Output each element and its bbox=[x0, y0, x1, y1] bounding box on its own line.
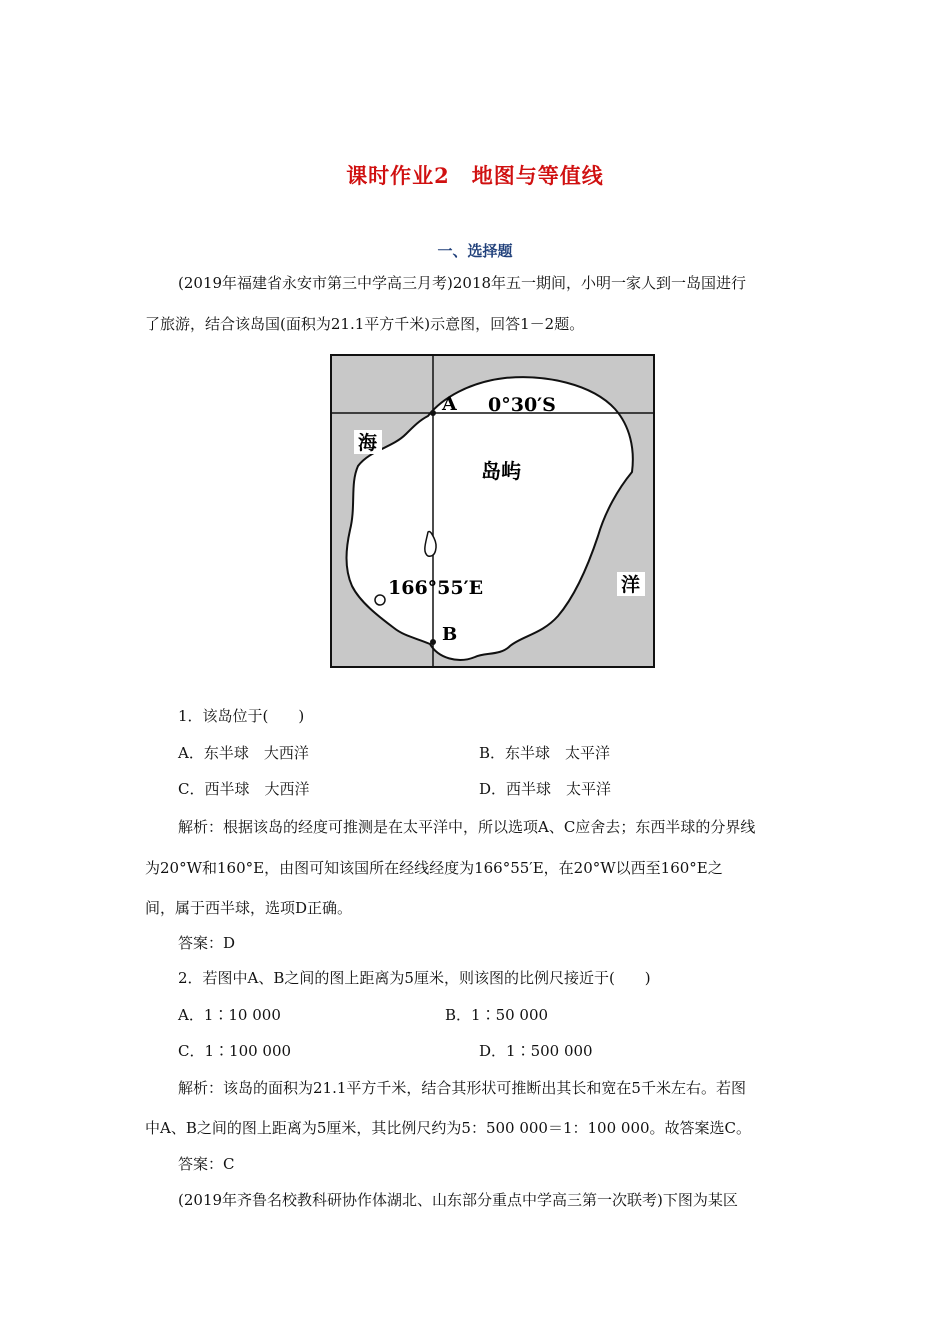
q2-answer: 答案：C bbox=[178, 1155, 235, 1173]
q1-stem: 1．该岛位于( ) bbox=[178, 707, 305, 725]
sea-label: 海 bbox=[358, 432, 378, 454]
q1-answer: 答案：D bbox=[178, 934, 236, 952]
intro-line-2: 了旅游，结合该岛国(面积为21.1平方千米)示意图，回答1－2题。 bbox=[145, 315, 585, 333]
q1-analysis-line-3: 间，属于西半球，选项D正确。 bbox=[145, 899, 353, 917]
point-b-marker bbox=[430, 639, 436, 645]
label-b: B bbox=[442, 624, 458, 645]
q2-analysis-line-1: 解析：该岛的面积为21.1平方千米，结合其形状可推断出其长和宽在5千米左右。若图 bbox=[178, 1079, 746, 1097]
q2-option-a: A．1∶10 000 bbox=[178, 1006, 281, 1024]
q2-option-d: D．1∶500 000 bbox=[479, 1042, 593, 1060]
point-a-marker bbox=[430, 410, 436, 416]
q1-option-d: D．西半球 太平洋 bbox=[479, 780, 612, 798]
latitude-label: 0°30′S bbox=[488, 394, 556, 416]
next-intro: (2019年齐鲁名校教科研协作体湖北、山东部分重点中学高三第一次联考)下图为某区 bbox=[178, 1191, 738, 1209]
q2-stem: 2．若图中A、B之间的图上距离为5厘米，则该图的比例尺接近于( ) bbox=[178, 969, 651, 987]
island-map bbox=[330, 354, 655, 668]
section-heading: 一、选择题 bbox=[437, 242, 513, 260]
island-label: 岛屿 bbox=[481, 459, 521, 483]
q1-option-b: B．东半球 太平洋 bbox=[479, 744, 611, 762]
town-marker bbox=[375, 595, 385, 605]
page-title: 课时作业2 地图与等值线 bbox=[346, 163, 604, 188]
q1-analysis-line-1: 解析：根据该岛的经度可推测是在太平洋中，所以选项A、C应舍去；东西半球的分界线 bbox=[178, 818, 756, 836]
q2-analysis-line-2: 中A、B之间的图上距离为5厘米，其比例尺约为5：500 000＝1：100 000。故答案选C。 bbox=[145, 1119, 752, 1137]
q2-option-c: C．1∶100 000 bbox=[178, 1042, 292, 1060]
q1-option-a: A．东半球 大西洋 bbox=[178, 744, 309, 762]
q1-option-c: C．西半球 大西洋 bbox=[178, 780, 310, 798]
longitude-label: 166°55′E bbox=[388, 577, 484, 599]
intro-line-1: (2019年福建省永安市第三中学高三月考)2018年五一期间，小明一家人到一岛国进行 bbox=[178, 274, 747, 292]
label-a: A bbox=[442, 393, 457, 415]
q2-option-b: B．1∶50 000 bbox=[445, 1006, 549, 1024]
ocean-label: 洋 bbox=[621, 574, 641, 596]
q1-analysis-line-2: 为20°W和160°E，由图可知该国所在经线经度为166°55′E，在20°W以西至160°E之 bbox=[145, 859, 723, 877]
